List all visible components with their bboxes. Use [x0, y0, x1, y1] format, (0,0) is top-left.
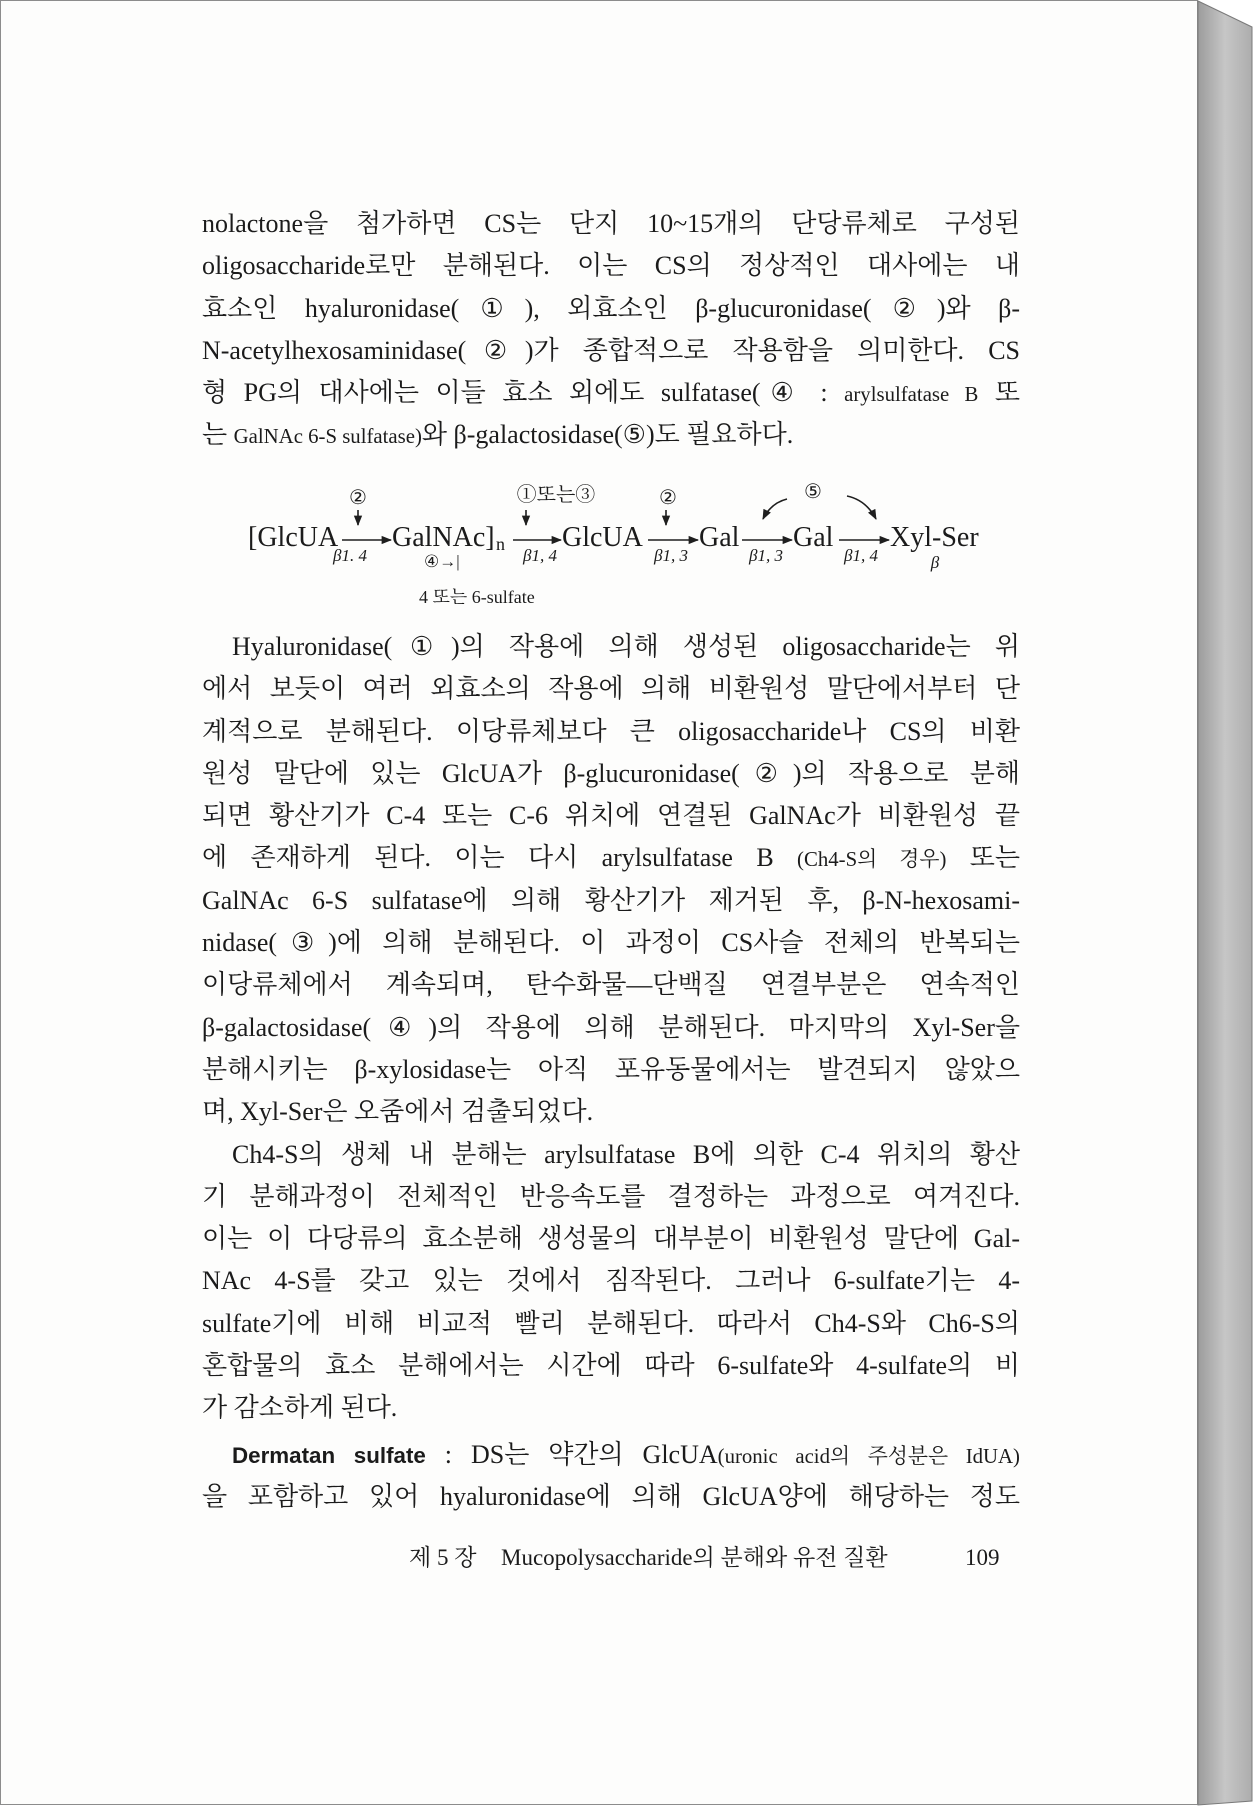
enzyme-label-2: ②	[349, 487, 367, 509]
page-number: 109	[965, 1545, 1000, 1570]
residue-gal: Gal	[699, 522, 740, 553]
enzyme-label-1-or-3: ①또는③	[516, 484, 596, 506]
page-thickness-edge	[1198, 1, 1252, 1805]
ser-beta-label: β	[930, 553, 940, 572]
text-line: GalNAc 6-S sulfatase에 의해 황산기가 제거된 후, β-N-hexosami-	[202, 885, 1020, 915]
glycan-degradation-diagram	[230, 466, 1020, 616]
text-line: 에서 보듯이 여러 외효소의 작용에 의해 비환원성 말단에서부터 단	[202, 674, 1020, 704]
text-segment: 또	[978, 378, 1020, 408]
sulfate-note: 4 또는 6-sulfate	[419, 587, 535, 607]
text-line: 가 감소하게 된다.	[202, 1393, 398, 1423]
text-line: 계적으로 분해된다. 이당류체보다 큰 oligosaccharide나 CS의 비환	[202, 716, 1020, 746]
paragraph-2-3	[202, 626, 1020, 1430]
small-text-segment: (uronic acid의 주성분은 IdUA)	[717, 1445, 1020, 1468]
chapter-title: Mucopolysaccharide의 분해와 유전 질환	[501, 1545, 888, 1570]
residue-gal: Gal	[793, 522, 834, 553]
text-segment: 는	[202, 420, 234, 450]
bold-term: Dermatan sulfate	[232, 1443, 426, 1468]
curved-arrow-right	[847, 496, 876, 519]
linkage-label: β1, 3	[749, 546, 783, 565]
small-text-segment: arylsulfatase B	[844, 383, 979, 407]
text-line: 기 분해과정이 전체적인 반응속도를 결정하는 과정으로 여겨진다.	[202, 1181, 1020, 1211]
text-line: nolactone을 첨가하면 CS는 단지 10~15개의 단당류체로 구성된	[202, 209, 1020, 238]
paragraph-4	[202, 1434, 1020, 1519]
residue-xyl-ser: Xyl-Ser	[890, 522, 979, 553]
text-line: 며, Xyl-Ser은 오줌에서 검출되었다.	[202, 1097, 594, 1127]
sulfatase-mark: ④→|	[424, 552, 460, 571]
text-segment: 형 PG의 대사에는 이들 효소 외에도 sulfatase(④ :	[202, 378, 845, 408]
text-segment: 와 β-galactosidase(⑤)도 필요하다.	[421, 420, 794, 450]
text-line: N-acetylhexosaminidase(②)가 종합적으로 작용함을 의미한다. CS	[202, 335, 1020, 365]
text-line: 효소인 hyaluronidase(①), 외효소인 β-glucuronidase(②)와 β-	[202, 293, 1020, 323]
text-line: 분해시키는 β-xylosidase는 아직 포유동물에서는 발견되지 않았으	[202, 1054, 1020, 1084]
text-line: Hyaluronidase(①)의 작용에 의해 생성된 oligosaccharide는 위	[232, 632, 1020, 661]
text-line: 원성 말단에 있는 GlcUA가 β-glucuronidase(②)의 작용으로 분해	[202, 758, 1020, 788]
small-text-segment: GalNAc 6-S sulfatase)	[233, 425, 422, 449]
text-line: 이당류체에서 계속되며, 탄수화물—단백질 연결부분은 연속적인	[202, 970, 1020, 1000]
linkage-label: β1, 4	[523, 546, 557, 565]
text-line: Ch4-S의 생체 내 분해는 arylsulfatase B에 의한 C-4 위치의 황산	[232, 1139, 1020, 1169]
text-line	[202, 414, 1020, 456]
text-line: β-galactosidase(④)의 작용에 의해 분해된다. 마지막의 Xyl-Ser을	[202, 1012, 1020, 1042]
linkage-label: β1. 4	[333, 546, 367, 565]
residue-galnac: GalNAc]	[392, 522, 495, 553]
residue-glcua: GlcUA	[562, 522, 643, 553]
text-line	[202, 372, 1020, 414]
text-line: NAc 4-S를 갖고 있는 것에서 짐작된다. 그러나 6-sulfate기는 4-	[202, 1266, 1020, 1296]
text-line: sulfate기에 비해 비교적 빨리 분해된다. 따라서 Ch4-S와 Ch6-S의	[202, 1308, 1020, 1338]
text-line: 혼합물의 효소 분해에서는 시간에 따라 6-sulfate와 4-sulfate의 비	[202, 1351, 1020, 1381]
enzyme-label-2: ②	[659, 487, 677, 509]
small-text-segment: (Ch4-S의 경우)	[797, 848, 947, 872]
text-line	[202, 837, 1020, 879]
text-segment: : DS는 약간의 GlcUA	[425, 1440, 718, 1469]
text-segment: 또는	[946, 843, 1020, 873]
text-line: 을 포함하고 있어 hyaluronidase에 의해 GlcUA양에 해당하는 정도	[202, 1482, 1020, 1512]
text-line: nidase(③)에 의해 분해된다. 이 과정이 CS사슬 전체의 반복되는	[202, 928, 1020, 958]
linkage-label: β1, 4	[844, 546, 878, 565]
text-line: 되면 황산기가 C-4 또는 C-6 위치에 연결된 GalNAc가 비환원성 끝	[202, 801, 1020, 831]
repeat-subscript: n	[496, 534, 505, 554]
text-line	[202, 1434, 1020, 1476]
paragraph-1	[202, 203, 1020, 457]
curved-arrow-left	[763, 499, 787, 519]
text-segment: 에 존재하게 된다. 이는 다시 arylsulfatase B	[202, 843, 798, 873]
residue-glcua: [GlcUA	[248, 522, 339, 553]
text-line: 이는 이 다당류의 효소분해 생성물의 대부분이 비환원성 말단에 Gal-	[202, 1224, 1020, 1254]
chapter-label: 제 5 장	[409, 1545, 477, 1570]
text-line: oligosaccharide로만 분해된다. 이는 CS의 정상적인 대사에는 내	[202, 251, 1020, 281]
linkage-label: β1, 3	[654, 546, 688, 565]
enzyme-label-5: ⑤	[804, 481, 822, 503]
